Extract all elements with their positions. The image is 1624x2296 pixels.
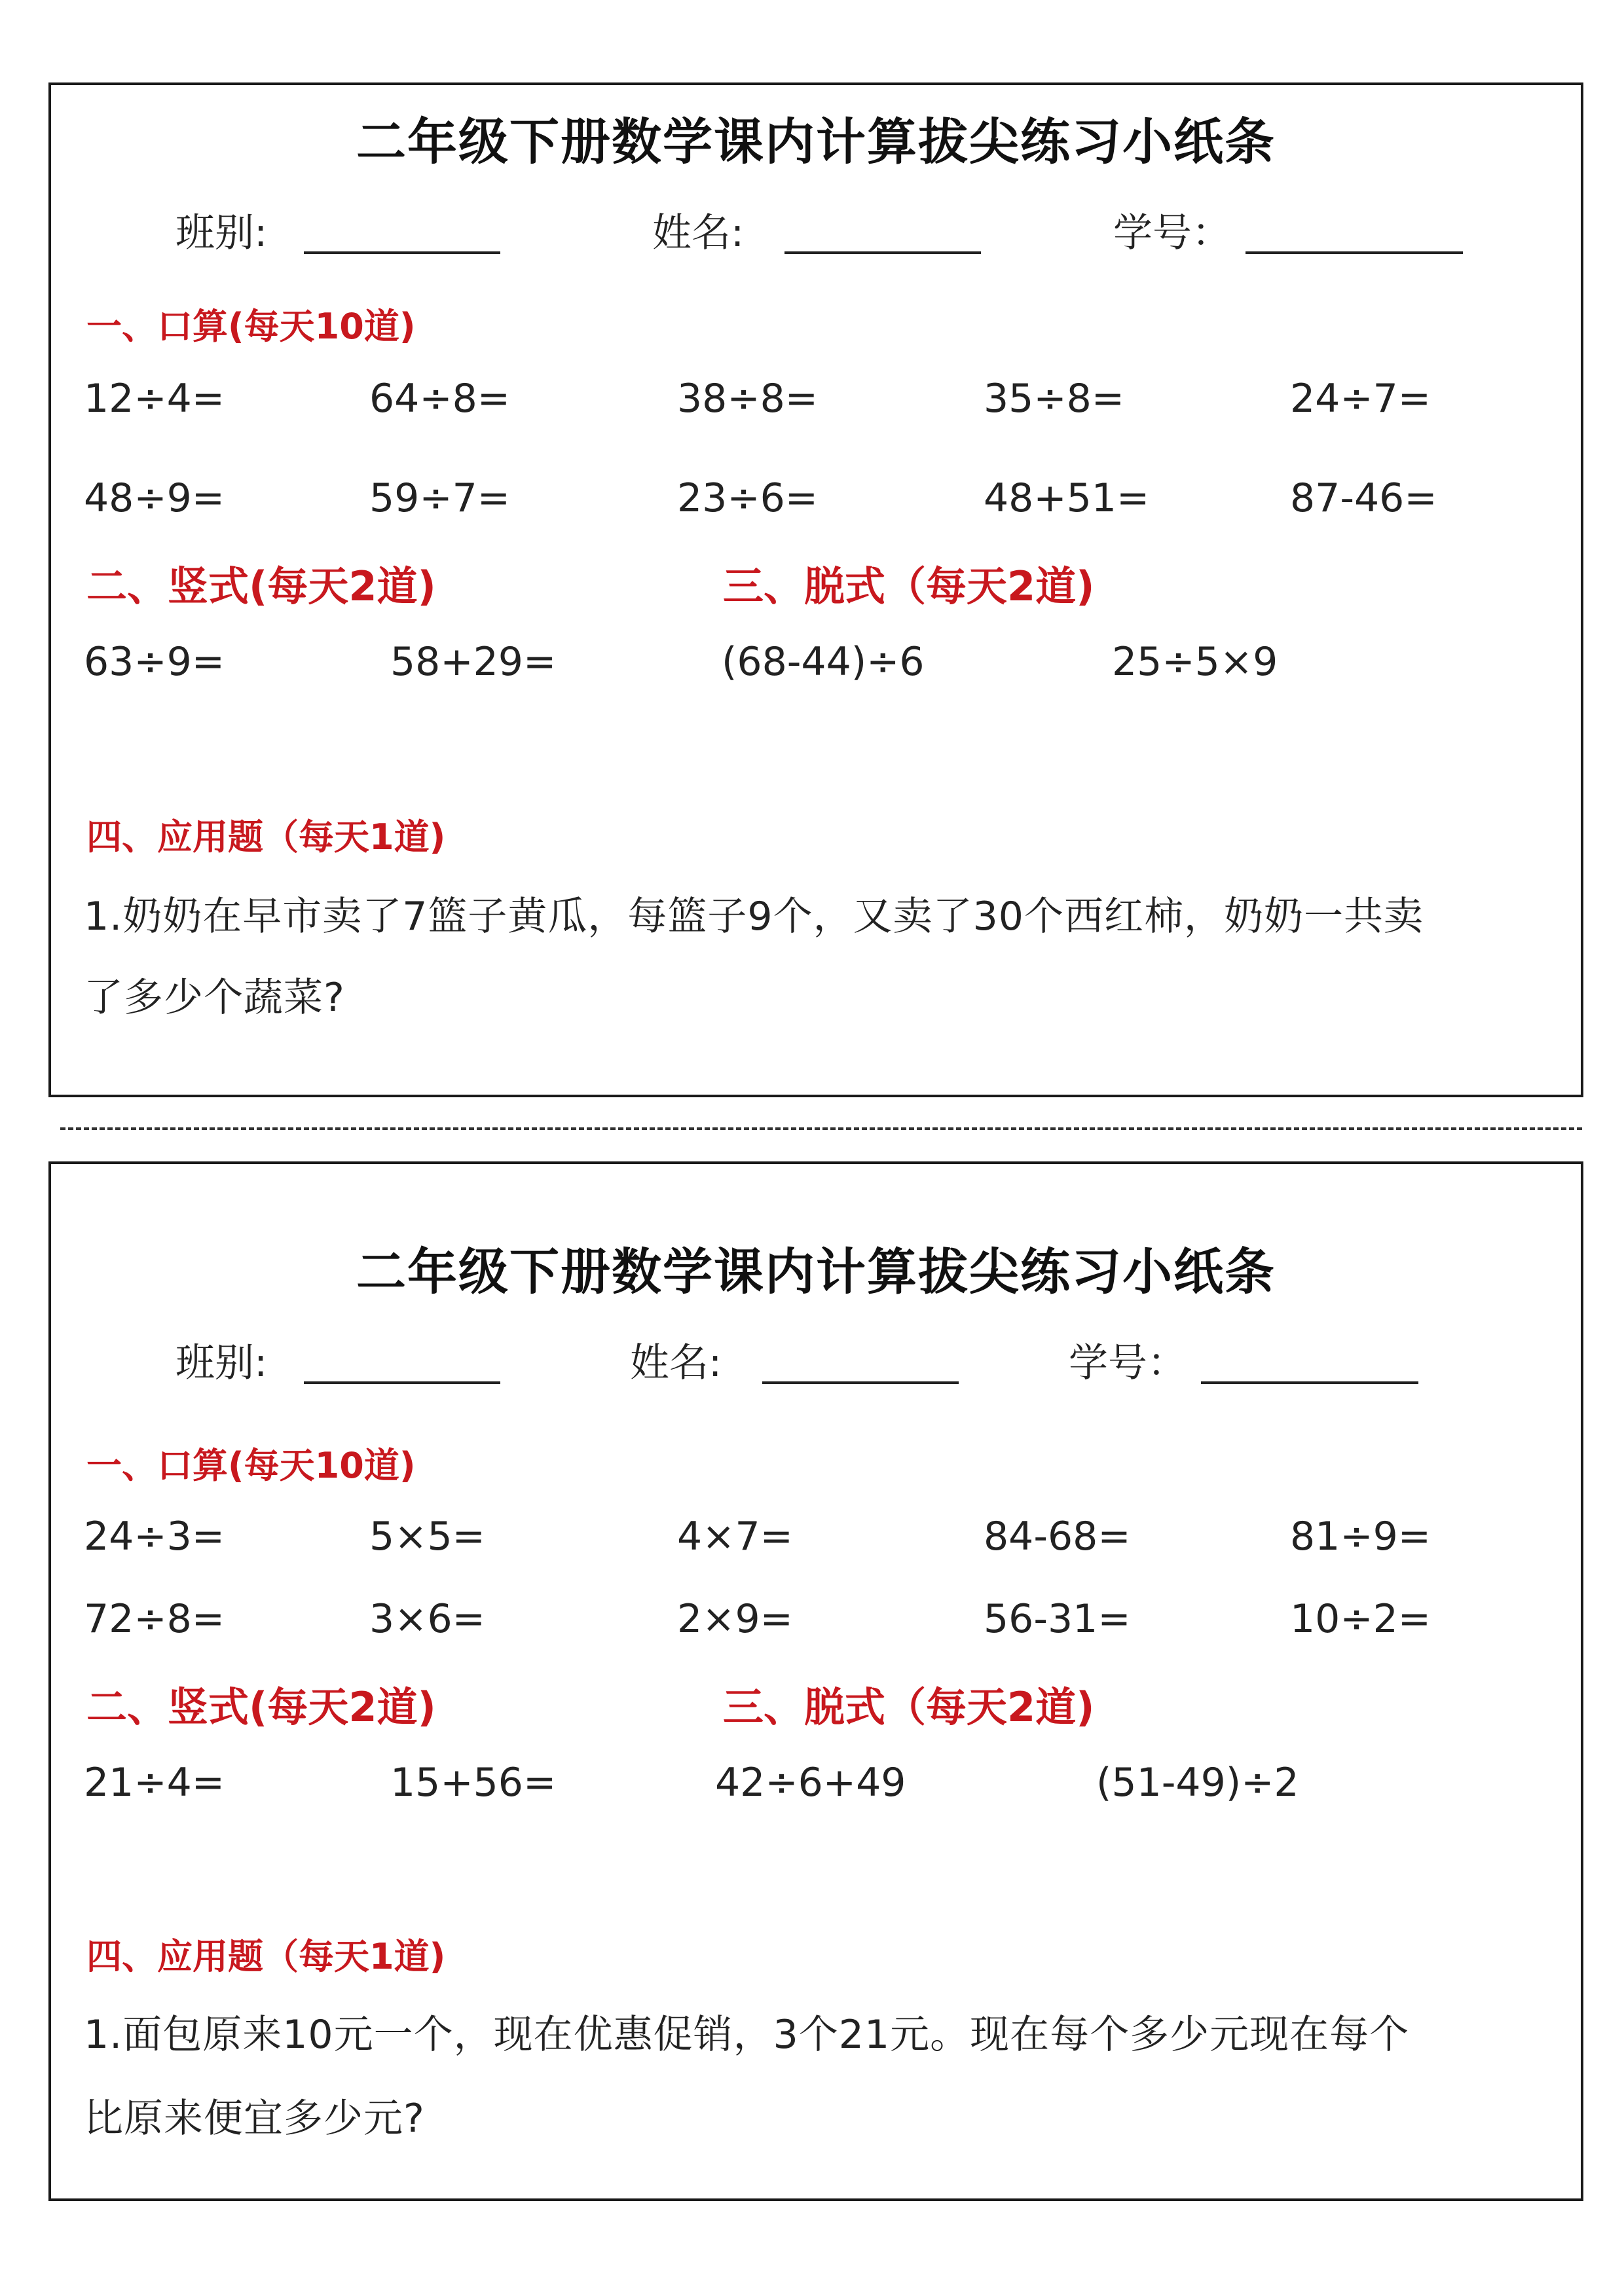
oral-question: 24÷7= xyxy=(1290,376,1431,422)
sheet-title: 二年级下册数学课内计算拔尖练习小纸条 xyxy=(356,1243,1276,1301)
stepwise-question: (68-44)÷6 xyxy=(722,639,925,685)
vertical-calc-heading: 二、竖式(每天2道) xyxy=(86,1683,436,1731)
name-label: 姓名: xyxy=(630,1340,722,1386)
vertical-question: 21÷4= xyxy=(84,1760,225,1806)
student-number-label: 学号： xyxy=(1113,210,1231,256)
oral-calc-heading: 一、口算(每天10道) xyxy=(86,1445,416,1486)
cut-line-divider xyxy=(60,1127,1582,1130)
stepwise-calc-heading: 三、脱式（每天2道) xyxy=(723,1683,1095,1731)
word-problem-text: 了多少个蔬菜? xyxy=(84,975,345,1021)
oral-question: 48+51= xyxy=(984,475,1150,521)
word-problem-heading: 四、应用题（每天1道) xyxy=(86,816,446,858)
oral-question: 64÷8= xyxy=(369,376,511,422)
stepwise-question: 25÷5×9 xyxy=(1112,639,1278,685)
student-number-blank-line[interactable] xyxy=(1201,1381,1418,1384)
word-problem-text: 比原来便宜多少元? xyxy=(84,2096,425,2141)
oral-question: 23÷6= xyxy=(677,475,819,521)
oral-question: 12÷4= xyxy=(84,376,225,422)
oral-calc-heading: 一、口算(每天10道) xyxy=(86,306,416,347)
class-blank-line[interactable] xyxy=(304,251,500,254)
class-label: 班别: xyxy=(175,1340,268,1386)
oral-question: 87-46= xyxy=(1290,475,1437,521)
oral-question: 4×7= xyxy=(677,1514,793,1559)
word-problem-text: 1.奶奶在早市卖了7篮子黄瓜，每篮子9个，又卖了30个西红柿，奶奶一共卖 xyxy=(84,894,1424,939)
student-number-label: 学号： xyxy=(1069,1340,1187,1386)
oral-question: 35÷8= xyxy=(984,376,1125,422)
oral-question: 84-68= xyxy=(984,1514,1131,1559)
oral-question: 59÷7= xyxy=(369,475,511,521)
name-blank-line[interactable] xyxy=(762,1381,959,1384)
stepwise-question: (51-49)÷2 xyxy=(1096,1760,1299,1806)
name-blank-line[interactable] xyxy=(784,251,981,254)
vertical-question: 58+29= xyxy=(390,639,557,685)
oral-question: 5×5= xyxy=(369,1514,485,1559)
sheet-title: 二年级下册数学课内计算拔尖练习小纸条 xyxy=(356,113,1276,171)
vertical-calc-heading: 二、竖式(每天2道) xyxy=(86,562,436,610)
oral-question: 3×6= xyxy=(369,1596,485,1642)
word-problem-text: 1.面包原来10元一个，现在优惠促销，3个21元。现在每个多少元现在每个 xyxy=(84,2012,1410,2058)
oral-question: 38÷8= xyxy=(677,376,819,422)
vertical-question: 15+56= xyxy=(390,1760,557,1806)
class-label: 班别: xyxy=(175,210,268,256)
oral-question: 24÷3= xyxy=(84,1514,225,1559)
oral-question: 2×9= xyxy=(677,1596,793,1642)
stepwise-question: 42÷6+49 xyxy=(715,1760,906,1806)
oral-question: 48÷9= xyxy=(84,475,225,521)
name-label: 姓名: xyxy=(652,210,745,256)
oral-question: 72÷8= xyxy=(84,1596,225,1642)
stepwise-calc-heading: 三、脱式（每天2道) xyxy=(723,562,1095,610)
oral-question: 56-31= xyxy=(984,1596,1131,1642)
practice-sheet-1 xyxy=(48,82,1583,1097)
student-number-blank-line[interactable] xyxy=(1246,251,1463,254)
word-problem-heading: 四、应用题（每天1道) xyxy=(86,1936,446,1977)
oral-question: 10÷2= xyxy=(1290,1596,1431,1642)
class-blank-line[interactable] xyxy=(304,1381,500,1384)
oral-question: 81÷9= xyxy=(1290,1514,1431,1559)
practice-sheet-2 xyxy=(48,1161,1583,2201)
vertical-question: 63÷9= xyxy=(84,639,225,685)
